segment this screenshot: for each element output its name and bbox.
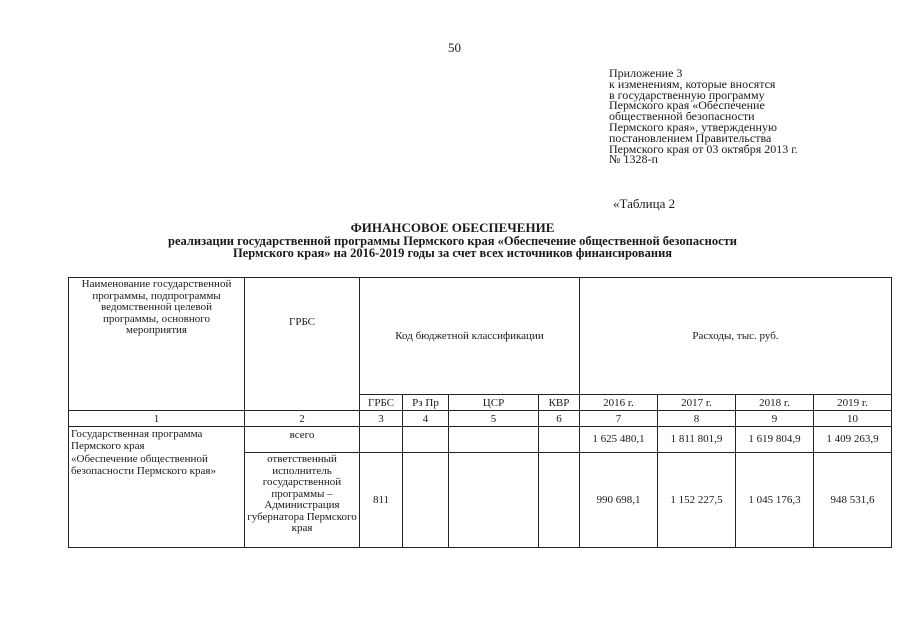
document-title: ФИНАНСОВОЕ ОБЕСПЕЧЕНИЕ <box>350 220 555 235</box>
column-number-row <box>69 411 892 427</box>
amount-2017: 1 152 227,5 <box>658 453 736 548</box>
kvr-cell <box>539 453 580 548</box>
header-sub-csr: ЦСР <box>449 395 539 411</box>
header-grbs: ГРБС <box>245 278 360 411</box>
grbs-label-text: ответственный исполнитель государственной программы – Администрация губернатора Пермского края <box>247 453 357 534</box>
column-number: 2 <box>245 411 360 427</box>
document-subtitle-line1: реализации государственной программы Пермского края «Обеспечение общественной безопасности <box>168 234 737 248</box>
header-name <box>69 278 245 411</box>
amount-2017: 1 811 801,9 <box>658 427 736 453</box>
grbs-label-cell <box>245 453 360 548</box>
appendix-line: общественной безопасности <box>609 109 755 124</box>
column-number: 6 <box>539 411 580 427</box>
rzpr-cell <box>403 453 449 548</box>
page-number: 50 <box>448 40 461 55</box>
appendix-line: Пермского края», утвержденную <box>609 119 777 134</box>
program-name-line1: Государственная программа Пермского края <box>71 428 203 452</box>
amount-2019: 1 409 263,9 <box>814 427 892 453</box>
header-sub-rzpr: Рз Пр <box>403 395 449 411</box>
column-number: 1 <box>69 411 245 427</box>
document-subtitle-line2: Пермского края» на 2016-2019 годы за счет всех источников финансирования <box>232 246 673 260</box>
grbs-label-cell: всего <box>245 427 360 453</box>
program-name-cell <box>69 427 245 548</box>
column-number: 5 <box>449 411 539 427</box>
table-row <box>69 427 892 453</box>
amount-2019: 948 531,6 <box>814 453 892 548</box>
header-expenses: Расходы, тыс. руб. <box>580 278 892 395</box>
header-budget-code: Код бюджетной классификации <box>360 278 580 395</box>
financing-table <box>68 277 892 548</box>
header-year-2019: 2019 г. <box>814 395 892 411</box>
appendix-line: № 1328-п <box>609 152 658 167</box>
header-year-2017: 2017 г. <box>658 395 736 411</box>
column-number: 10 <box>814 411 892 427</box>
amount-2016: 1 625 480,1 <box>580 427 658 453</box>
appendix-line: к изменениям, которые вносятся <box>609 76 776 91</box>
header-year-2018: 2018 г. <box>736 395 814 411</box>
column-number: 8 <box>658 411 736 427</box>
table-reference: «Таблица 2 <box>613 196 676 211</box>
column-number: 7 <box>580 411 658 427</box>
kvr-cell <box>539 427 580 453</box>
amount-2018: 1 619 804,9 <box>736 427 814 453</box>
grbs-code-cell <box>360 427 403 453</box>
header-name-text: Наименование государственной программы, подпрограммы ведомственной целевой программы, основного мероприятия <box>81 278 232 336</box>
appendix-line: в государственную программу <box>609 87 765 102</box>
column-number: 9 <box>736 411 814 427</box>
amount-2018: 1 045 176,3 <box>736 453 814 548</box>
appendix-line: Пермского края от 03 октября 2013 г. <box>609 141 798 156</box>
header-sub-grbs: ГРБС <box>360 395 403 411</box>
program-name-line2: «Обеспечение общественной безопасности Пермского края» <box>71 453 216 477</box>
column-number: 3 <box>360 411 403 427</box>
amount-2016: 990 698,1 <box>580 453 658 548</box>
appendix-line: Приложение 3 <box>609 66 683 80</box>
header-year-2016: 2016 г. <box>580 395 658 411</box>
grbs-code-cell: 811 <box>360 453 403 548</box>
appendix-line: постановлением Правительства <box>609 130 772 145</box>
column-number: 4 <box>403 411 449 427</box>
header-sub-kvr: КВР <box>539 395 580 411</box>
csr-cell <box>449 427 539 453</box>
rzpr-cell <box>403 427 449 453</box>
appendix-line: Пермского края «Обеспечение <box>609 98 765 113</box>
appendix-block <box>609 68 798 165</box>
csr-cell <box>449 453 539 548</box>
